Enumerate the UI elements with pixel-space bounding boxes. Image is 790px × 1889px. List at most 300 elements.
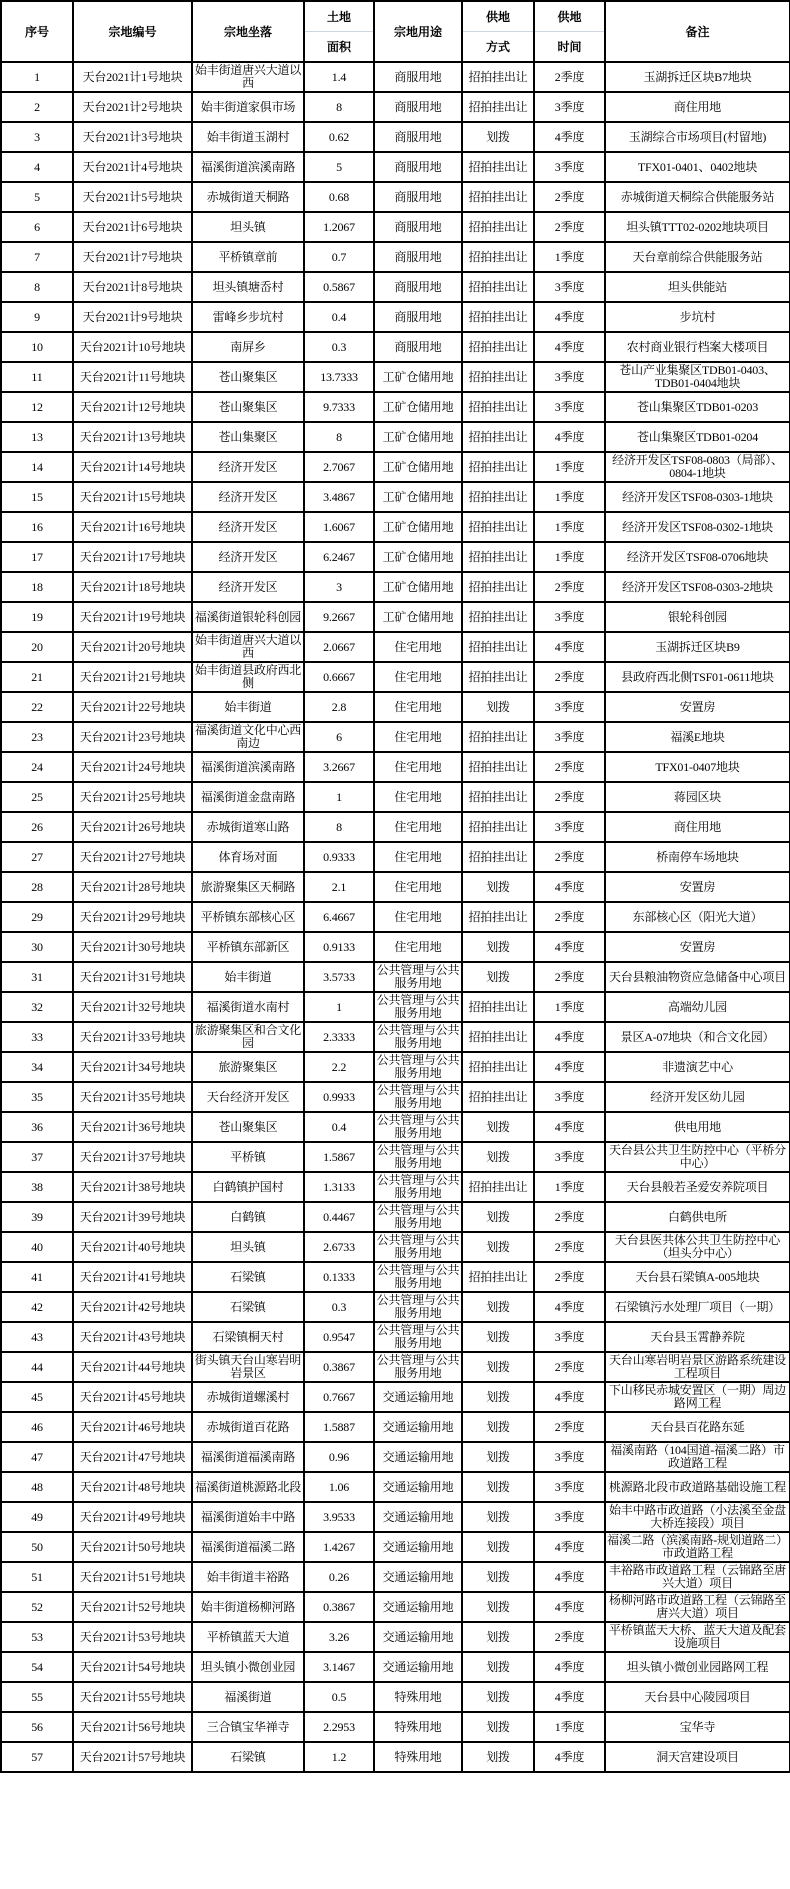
cell-use: 公共管理与公共服务用地 — [374, 1202, 462, 1232]
cell-area: 1.4267 — [304, 1532, 374, 1562]
cell-method: 招拍挂出让 — [462, 812, 534, 842]
header-time-bottom: 时间 — [534, 32, 605, 63]
table-row — [1, 1562, 790, 1592]
cell-parcel-id: 天台2021计47号地块 — [73, 1442, 192, 1472]
cell-area: 1.4 — [304, 62, 374, 92]
table-row — [1, 962, 790, 992]
cell-use: 住宅用地 — [374, 632, 462, 662]
cell-note: 洞天宫建设项目 — [605, 1742, 790, 1772]
cell-area: 1.5887 — [304, 1412, 374, 1442]
cell-parcel-id: 天台2021计38号地块 — [73, 1172, 192, 1202]
cell-parcel-id: 天台2021计15号地块 — [73, 482, 192, 512]
cell-method: 招拍挂出让 — [462, 722, 534, 752]
cell-time: 3季度 — [534, 92, 605, 122]
cell-time: 3季度 — [534, 602, 605, 632]
cell-location: 坦头镇小微创业园 — [192, 1652, 304, 1682]
cell-method: 招拍挂出让 — [462, 452, 534, 482]
cell-location: 福溪街道福溪南路 — [192, 1442, 304, 1472]
cell-location: 福溪街道滨溪南路 — [192, 152, 304, 182]
cell-time: 2季度 — [534, 1352, 605, 1382]
header-seq: 序号 — [1, 1, 73, 62]
cell-location: 平桥镇东部核心区 — [192, 902, 304, 932]
cell-method: 招拍挂出让 — [462, 62, 534, 92]
table-row — [1, 1592, 790, 1622]
cell-area: 1.5867 — [304, 1142, 374, 1172]
cell-seq: 45 — [1, 1382, 73, 1412]
cell-seq: 5 — [1, 182, 73, 212]
cell-seq: 15 — [1, 482, 73, 512]
cell-method: 划拨 — [462, 692, 534, 722]
cell-use: 住宅用地 — [374, 932, 462, 962]
cell-note: 天台山寒岩明岩景区游路系统建设工程项目 — [605, 1352, 790, 1382]
cell-note: 安置房 — [605, 692, 790, 722]
cell-seq: 17 — [1, 542, 73, 572]
cell-time: 4季度 — [534, 1052, 605, 1082]
cell-parcel-id: 天台2021计35号地块 — [73, 1082, 192, 1112]
cell-location: 旅游聚集区天桐路 — [192, 872, 304, 902]
cell-method: 招拍挂出让 — [462, 602, 534, 632]
cell-parcel-id: 天台2021计40号地块 — [73, 1232, 192, 1262]
cell-method: 划拨 — [462, 1112, 534, 1142]
cell-use: 住宅用地 — [374, 752, 462, 782]
cell-parcel-id: 天台2021计26号地块 — [73, 812, 192, 842]
cell-location: 石梁镇 — [192, 1262, 304, 1292]
table-row — [1, 182, 790, 212]
cell-method: 划拨 — [462, 962, 534, 992]
cell-location: 平桥镇东部新区 — [192, 932, 304, 962]
cell-area: 2.6733 — [304, 1232, 374, 1262]
cell-use: 住宅用地 — [374, 782, 462, 812]
cell-note: 宝华寺 — [605, 1712, 790, 1742]
cell-seq: 55 — [1, 1682, 73, 1712]
cell-time: 3季度 — [534, 1082, 605, 1112]
cell-use: 交通运输用地 — [374, 1502, 462, 1532]
table-row — [1, 1412, 790, 1442]
cell-seq: 3 — [1, 122, 73, 152]
cell-parcel-id: 天台2021计49号地块 — [73, 1502, 192, 1532]
cell-location: 始丰街道县政府西北侧 — [192, 662, 304, 692]
cell-location: 赤城街道天桐路 — [192, 182, 304, 212]
cell-use: 工矿仓储用地 — [374, 512, 462, 542]
cell-use: 商服用地 — [374, 212, 462, 242]
cell-method: 招拍挂出让 — [462, 1022, 534, 1052]
cell-location: 始丰街道杨柳河路 — [192, 1592, 304, 1622]
cell-seq: 20 — [1, 632, 73, 662]
table-row — [1, 1652, 790, 1682]
cell-use: 公共管理与公共服务用地 — [374, 1082, 462, 1112]
cell-method: 划拨 — [462, 1682, 534, 1712]
cell-parcel-id: 天台2021计52号地块 — [73, 1592, 192, 1622]
cell-note: 石梁镇污水处理厂项目（一期） — [605, 1292, 790, 1322]
cell-use: 交通运输用地 — [374, 1562, 462, 1592]
cell-location: 福溪街道银轮科创园 — [192, 602, 304, 632]
cell-time: 3季度 — [534, 1442, 605, 1472]
cell-time: 2季度 — [534, 752, 605, 782]
cell-time: 3季度 — [534, 1322, 605, 1352]
cell-parcel-id: 天台2021计33号地块 — [73, 1022, 192, 1052]
cell-use: 工矿仓储用地 — [374, 362, 462, 392]
cell-use: 交通运输用地 — [374, 1622, 462, 1652]
table-row — [1, 1322, 790, 1352]
cell-seq: 38 — [1, 1172, 73, 1202]
header-location: 宗地坐落 — [192, 1, 304, 62]
table-row — [1, 1502, 790, 1532]
cell-seq: 39 — [1, 1202, 73, 1232]
table-row — [1, 992, 790, 1022]
cell-parcel-id: 天台2021计6号地块 — [73, 212, 192, 242]
cell-time: 4季度 — [534, 1532, 605, 1562]
cell-location: 体育场对面 — [192, 842, 304, 872]
cell-time: 2季度 — [534, 662, 605, 692]
cell-method: 划拨 — [462, 1202, 534, 1232]
cell-note: 农村商业银行档案大楼项目 — [605, 332, 790, 362]
cell-method: 划拨 — [462, 1472, 534, 1502]
cell-use: 住宅用地 — [374, 692, 462, 722]
cell-time: 3季度 — [534, 812, 605, 842]
cell-use: 公共管理与公共服务用地 — [374, 1352, 462, 1382]
table-row — [1, 1442, 790, 1472]
cell-note: 天台县石梁镇A-005地块 — [605, 1262, 790, 1292]
cell-area: 6 — [304, 722, 374, 752]
table-row — [1, 482, 790, 512]
cell-use: 商服用地 — [374, 92, 462, 122]
cell-parcel-id: 天台2021计9号地块 — [73, 302, 192, 332]
cell-note: 玉湖拆迁区块B7地块 — [605, 62, 790, 92]
cell-parcel-id: 天台2021计4号地块 — [73, 152, 192, 182]
table-row — [1, 1262, 790, 1292]
table-row — [1, 1712, 790, 1742]
cell-seq: 8 — [1, 272, 73, 302]
table-row — [1, 1052, 790, 1082]
cell-area: 1.6067 — [304, 512, 374, 542]
header-method-top: 供地 — [462, 1, 534, 32]
table-row — [1, 782, 790, 812]
cell-use: 交通运输用地 — [374, 1442, 462, 1472]
cell-method: 招拍挂出让 — [462, 92, 534, 122]
cell-note: 天台县医共体公共卫生防控中心（坦头分中心） — [605, 1232, 790, 1262]
cell-note: 步坑村 — [605, 302, 790, 332]
cell-area: 0.7667 — [304, 1382, 374, 1412]
table-row — [1, 332, 790, 362]
cell-time: 2季度 — [534, 782, 605, 812]
header-note: 备注 — [605, 1, 790, 62]
cell-time: 4季度 — [534, 1742, 605, 1772]
cell-parcel-id: 天台2021计31号地块 — [73, 962, 192, 992]
cell-time: 4季度 — [534, 332, 605, 362]
cell-method: 划拨 — [462, 872, 534, 902]
table-row — [1, 392, 790, 422]
cell-use: 工矿仓储用地 — [374, 482, 462, 512]
table-row — [1, 1682, 790, 1712]
cell-time: 3季度 — [534, 722, 605, 752]
cell-use: 公共管理与公共服务用地 — [374, 1262, 462, 1292]
cell-use: 住宅用地 — [374, 842, 462, 872]
table-row — [1, 362, 790, 392]
cell-area: 1.06 — [304, 1472, 374, 1502]
cell-parcel-id: 天台2021计10号地块 — [73, 332, 192, 362]
cell-use: 商服用地 — [374, 272, 462, 302]
cell-seq: 56 — [1, 1712, 73, 1742]
cell-area: 3.5733 — [304, 962, 374, 992]
cell-time: 2季度 — [534, 1412, 605, 1442]
table-row — [1, 1112, 790, 1142]
cell-location: 三合镇宝华禅寺 — [192, 1712, 304, 1742]
cell-time: 4季度 — [534, 632, 605, 662]
cell-use: 工矿仓储用地 — [374, 452, 462, 482]
cell-time: 4季度 — [534, 1592, 605, 1622]
cell-location: 始丰街道 — [192, 692, 304, 722]
cell-area: 0.9933 — [304, 1082, 374, 1112]
cell-location: 坦头镇塘岙村 — [192, 272, 304, 302]
cell-location: 旅游聚集区和合文化园 — [192, 1022, 304, 1052]
cell-time: 3季度 — [534, 1502, 605, 1532]
cell-location: 福溪街道金盘南路 — [192, 782, 304, 812]
cell-seq: 42 — [1, 1292, 73, 1322]
cell-time: 1季度 — [534, 482, 605, 512]
cell-location: 经济开发区 — [192, 482, 304, 512]
cell-time: 3季度 — [534, 272, 605, 302]
cell-seq: 32 — [1, 992, 73, 1022]
cell-area: 0.68 — [304, 182, 374, 212]
cell-area: 3 — [304, 572, 374, 602]
table-row — [1, 1142, 790, 1172]
cell-method: 招拍挂出让 — [462, 542, 534, 572]
table-row — [1, 872, 790, 902]
cell-time: 2季度 — [534, 1622, 605, 1652]
table-row — [1, 1352, 790, 1382]
cell-use: 公共管理与公共服务用地 — [374, 1292, 462, 1322]
cell-use: 公共管理与公共服务用地 — [374, 992, 462, 1022]
cell-area: 0.5 — [304, 1682, 374, 1712]
cell-time: 4季度 — [534, 1682, 605, 1712]
table-row — [1, 602, 790, 632]
cell-area: 0.3 — [304, 332, 374, 362]
cell-area: 0.96 — [304, 1442, 374, 1472]
cell-time: 4季度 — [534, 122, 605, 152]
cell-time: 3季度 — [534, 1142, 605, 1172]
cell-area: 8 — [304, 812, 374, 842]
cell-parcel-id: 天台2021计50号地块 — [73, 1532, 192, 1562]
table-row — [1, 722, 790, 752]
table-row — [1, 512, 790, 542]
header-area-bottom: 面积 — [304, 32, 374, 63]
cell-note: 天台章前综合供能服务站 — [605, 242, 790, 272]
cell-seq: 11 — [1, 362, 73, 392]
cell-location: 苍山聚集区 — [192, 1112, 304, 1142]
cell-time: 2季度 — [534, 212, 605, 242]
cell-method: 划拨 — [462, 1322, 534, 1352]
cell-use: 交通运输用地 — [374, 1472, 462, 1502]
cell-note: 非遗演艺中心 — [605, 1052, 790, 1082]
cell-note: 银轮科创园 — [605, 602, 790, 632]
cell-note: 坦头镇TTT02-0202地块项目 — [605, 212, 790, 242]
cell-note: 天台县中心陵园项目 — [605, 1682, 790, 1712]
cell-location: 赤城街道百花路 — [192, 1412, 304, 1442]
table-row — [1, 1472, 790, 1502]
cell-parcel-id: 天台2021计30号地块 — [73, 932, 192, 962]
cell-note: 始丰中路市政道路（小法溪至金盘大桥连接段）项目 — [605, 1502, 790, 1532]
table-body — [1, 62, 790, 1772]
cell-note: 安置房 — [605, 932, 790, 962]
cell-method: 招拍挂出让 — [462, 782, 534, 812]
cell-time: 2季度 — [534, 902, 605, 932]
cell-use: 商服用地 — [374, 332, 462, 362]
cell-area: 8 — [304, 92, 374, 122]
cell-method: 招拍挂出让 — [462, 482, 534, 512]
cell-method: 划拨 — [462, 1502, 534, 1532]
cell-use: 公共管理与公共服务用地 — [374, 1022, 462, 1052]
cell-location: 石梁镇 — [192, 1292, 304, 1322]
cell-note: 玉湖综合市场项目(村留地) — [605, 122, 790, 152]
table-row — [1, 452, 790, 482]
table-row — [1, 932, 790, 962]
cell-seq: 57 — [1, 1742, 73, 1772]
cell-method: 招拍挂出让 — [462, 902, 534, 932]
cell-location: 天台经济开发区 — [192, 1082, 304, 1112]
cell-use: 公共管理与公共服务用地 — [374, 1232, 462, 1262]
cell-time: 3季度 — [534, 1472, 605, 1502]
cell-use: 特殊用地 — [374, 1712, 462, 1742]
table-row — [1, 1082, 790, 1112]
cell-method: 招拍挂出让 — [462, 422, 534, 452]
cell-seq: 16 — [1, 512, 73, 542]
cell-parcel-id: 天台2021计27号地块 — [73, 842, 192, 872]
cell-parcel-id: 天台2021计2号地块 — [73, 92, 192, 122]
cell-note: 供电用地 — [605, 1112, 790, 1142]
cell-area: 6.2467 — [304, 542, 374, 572]
cell-time: 1季度 — [534, 452, 605, 482]
cell-seq: 6 — [1, 212, 73, 242]
table-row — [1, 422, 790, 452]
table-row — [1, 212, 790, 242]
cell-area: 2.2953 — [304, 1712, 374, 1742]
cell-parcel-id: 天台2021计19号地块 — [73, 602, 192, 632]
cell-seq: 13 — [1, 422, 73, 452]
cell-seq: 41 — [1, 1262, 73, 1292]
cell-seq: 36 — [1, 1112, 73, 1142]
table-row — [1, 1022, 790, 1052]
cell-parcel-id: 天台2021计17号地块 — [73, 542, 192, 572]
cell-location: 福溪街道文化中心西南边 — [192, 722, 304, 752]
cell-time: 1季度 — [534, 1172, 605, 1202]
cell-area: 1 — [304, 992, 374, 1022]
cell-parcel-id: 天台2021计5号地块 — [73, 182, 192, 212]
cell-use: 交通运输用地 — [374, 1412, 462, 1442]
cell-seq: 34 — [1, 1052, 73, 1082]
table-row — [1, 1382, 790, 1412]
cell-area: 0.9333 — [304, 842, 374, 872]
cell-seq: 1 — [1, 62, 73, 92]
cell-time: 4季度 — [534, 302, 605, 332]
cell-note: 蒋园区块 — [605, 782, 790, 812]
cell-method: 划拨 — [462, 1652, 534, 1682]
cell-seq: 37 — [1, 1142, 73, 1172]
cell-location: 坦头镇 — [192, 212, 304, 242]
cell-location: 苍山集聚区 — [192, 422, 304, 452]
cell-parcel-id: 天台2021计11号地块 — [73, 362, 192, 392]
cell-time: 1季度 — [534, 542, 605, 572]
cell-seq: 7 — [1, 242, 73, 272]
cell-use: 公共管理与公共服务用地 — [374, 1142, 462, 1172]
table-row — [1, 1742, 790, 1772]
cell-parcel-id: 天台2021计7号地块 — [73, 242, 192, 272]
cell-use: 公共管理与公共服务用地 — [374, 1052, 462, 1082]
cell-note: 县政府西北侧TSF01-0611地块 — [605, 662, 790, 692]
cell-method: 招拍挂出让 — [462, 1082, 534, 1112]
cell-location: 福溪街道滨溪南路 — [192, 752, 304, 782]
table-row — [1, 302, 790, 332]
cell-use: 商服用地 — [374, 182, 462, 212]
cell-note: 安置房 — [605, 872, 790, 902]
cell-parcel-id: 天台2021计32号地块 — [73, 992, 192, 1022]
cell-parcel-id: 天台2021计55号地块 — [73, 1682, 192, 1712]
cell-note: 天台县般若圣爱安养院项目 — [605, 1172, 790, 1202]
cell-note: 福溪二路（滨溪南路-规划道路二）市政道路工程 — [605, 1532, 790, 1562]
cell-method: 划拨 — [462, 1712, 534, 1742]
cell-time: 1季度 — [534, 1712, 605, 1742]
header-parcel-id: 宗地编号 — [73, 1, 192, 62]
cell-area: 1.2067 — [304, 212, 374, 242]
cell-method: 招拍挂出让 — [462, 182, 534, 212]
cell-location: 始丰街道家俱市场 — [192, 92, 304, 122]
cell-area: 8 — [304, 422, 374, 452]
cell-seq: 23 — [1, 722, 73, 752]
cell-seq: 50 — [1, 1532, 73, 1562]
table-row — [1, 902, 790, 932]
cell-area: 0.3867 — [304, 1352, 374, 1382]
cell-method: 招拍挂出让 — [462, 752, 534, 782]
cell-use: 工矿仓储用地 — [374, 602, 462, 632]
table-row — [1, 62, 790, 92]
cell-area: 0.7 — [304, 242, 374, 272]
cell-area: 0.26 — [304, 1562, 374, 1592]
cell-note: 白鹤供电所 — [605, 1202, 790, 1232]
cell-use: 公共管理与公共服务用地 — [374, 1112, 462, 1142]
cell-time: 4季度 — [534, 422, 605, 452]
cell-time: 1季度 — [534, 992, 605, 1022]
cell-note: 丰裕路市政道路工程（云锦路至唐兴大道）项目 — [605, 1562, 790, 1592]
cell-area: 2.7067 — [304, 452, 374, 482]
cell-area: 5 — [304, 152, 374, 182]
cell-location: 经济开发区 — [192, 452, 304, 482]
cell-note: 经济开发区TSF08-0302-1地块 — [605, 512, 790, 542]
cell-seq: 24 — [1, 752, 73, 782]
cell-use: 工矿仓储用地 — [374, 572, 462, 602]
cell-seq: 21 — [1, 662, 73, 692]
cell-time: 2季度 — [534, 182, 605, 212]
cell-area: 0.3867 — [304, 1592, 374, 1622]
table-row — [1, 152, 790, 182]
cell-time: 3季度 — [534, 152, 605, 182]
cell-seq: 47 — [1, 1442, 73, 1472]
header-area-top: 土地 — [304, 1, 374, 32]
cell-parcel-id: 天台2021计34号地块 — [73, 1052, 192, 1082]
cell-area: 13.7333 — [304, 362, 374, 392]
cell-location: 石梁镇桐天村 — [192, 1322, 304, 1352]
cell-note: 福溪南路（104国道-福溪二路）市政道路工程 — [605, 1442, 790, 1472]
cell-method: 招拍挂出让 — [462, 842, 534, 872]
cell-method: 划拨 — [462, 1592, 534, 1622]
cell-location: 经济开发区 — [192, 512, 304, 542]
cell-use: 住宅用地 — [374, 662, 462, 692]
cell-parcel-id: 天台2021计42号地块 — [73, 1292, 192, 1322]
cell-note: 商住用地 — [605, 812, 790, 842]
cell-area: 0.3 — [304, 1292, 374, 1322]
cell-parcel-id: 天台2021计44号地块 — [73, 1352, 192, 1382]
cell-parcel-id: 天台2021计22号地块 — [73, 692, 192, 722]
table-row — [1, 662, 790, 692]
cell-use: 特殊用地 — [374, 1742, 462, 1772]
